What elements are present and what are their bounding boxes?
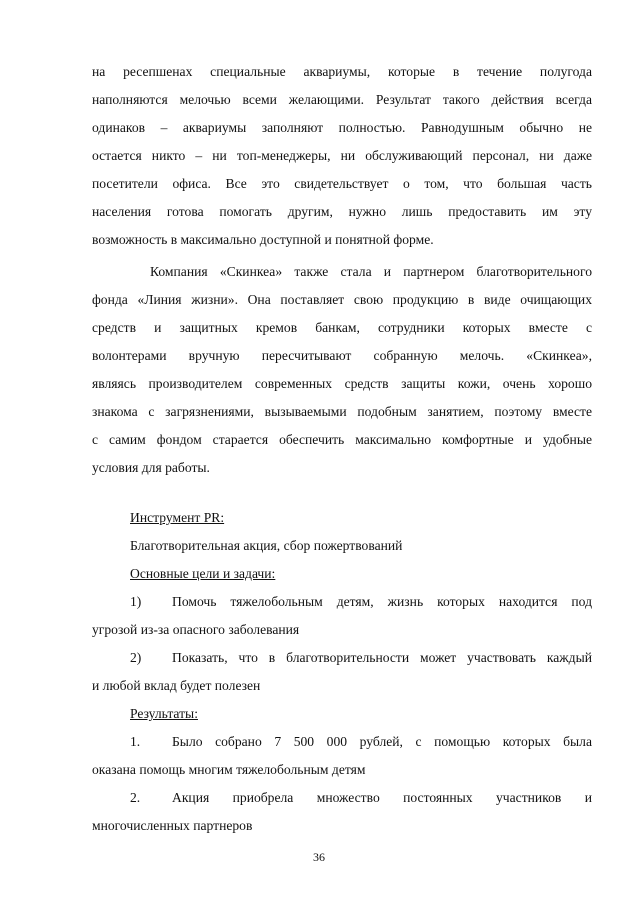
paragraph-line: знакома с загрязнениями, вызываемыми подобным занятием, поэтому вместе xyxy=(92,404,592,419)
paragraph-line: посетители офиса. Все это свидетельствует о том, что большая часть xyxy=(92,176,592,191)
result-continuation: оказана помощь многим тяжелобольным детям xyxy=(92,762,366,777)
paragraph-line: остается никто – ни топ-менеджеры, ни обслуживающий персонал, ни даже xyxy=(92,148,592,163)
result-continuation: многочисленных партнеров xyxy=(92,818,253,833)
results-heading: Результаты: xyxy=(130,706,198,721)
pr-tool-heading: Инструмент PR: xyxy=(130,510,225,525)
goal-item xyxy=(130,648,592,668)
paragraph-line: одинаков – аквариумы заполняют полностью. Равнодушным обычно не xyxy=(92,120,592,135)
paragraph-line: являясь производителем современных средств защиты кожи, очень хорошо xyxy=(92,376,592,391)
pr-tool-value: Благотворительная акция, сбор пожертвований xyxy=(130,538,403,553)
paragraph-line: фонда «Линия жизни». Она поставляет свою продукцию в виде очищающих xyxy=(92,292,592,307)
goal-text: Показать, что в благотворительности может участвовать каждый xyxy=(172,650,592,665)
goals-heading: Основные цели и задачи: xyxy=(130,566,276,581)
result-item xyxy=(130,732,592,752)
goal-item xyxy=(130,592,592,612)
result-item xyxy=(130,788,592,808)
paragraph-line: условия для работы. xyxy=(92,460,210,475)
paragraph-line: населения готова помогать другим, нужно лишь предоставить им эту xyxy=(92,204,592,219)
result-text: Было собрано 7 500 000 рублей, с помощью которых была xyxy=(172,734,592,749)
goal-text: Помочь тяжелобольным детям, жизнь которых находится под xyxy=(172,594,592,609)
result-text: Акция приобрела множество постоянных участников и xyxy=(172,790,592,805)
paragraph-line: возможность в максимально доступной и понятной форме. xyxy=(92,232,434,247)
result-number: 1. xyxy=(130,734,141,749)
paragraph-line: наполняются мелочью всеми желающими. Результат такого действия всегда xyxy=(92,92,592,107)
paragraph-line: с самим фондом старается обеспечить максимально комфортные и удобные xyxy=(92,432,592,447)
goal-continuation: угрозой из-за опасного заболевания xyxy=(92,622,300,637)
paragraph-line: Компания «Скинкеа» также стала и партнером благотворительного xyxy=(150,264,592,279)
paragraph-line: волонтерами вручную пересчитывают собранную мелочь. «Скинкеа», xyxy=(92,348,592,363)
goal-number: 1) xyxy=(130,594,142,609)
page-number: 36 xyxy=(313,850,325,864)
paragraph-line: средств и защитных кремов банкам, сотрудники которых вместе с xyxy=(92,320,592,335)
goal-number: 2) xyxy=(130,650,142,665)
goal-continuation: и любой вклад будет полезен xyxy=(92,678,261,693)
paragraph-line: на ресепшенах специальные аквариумы, которые в течение полугода xyxy=(92,64,592,79)
result-number: 2. xyxy=(130,790,141,805)
